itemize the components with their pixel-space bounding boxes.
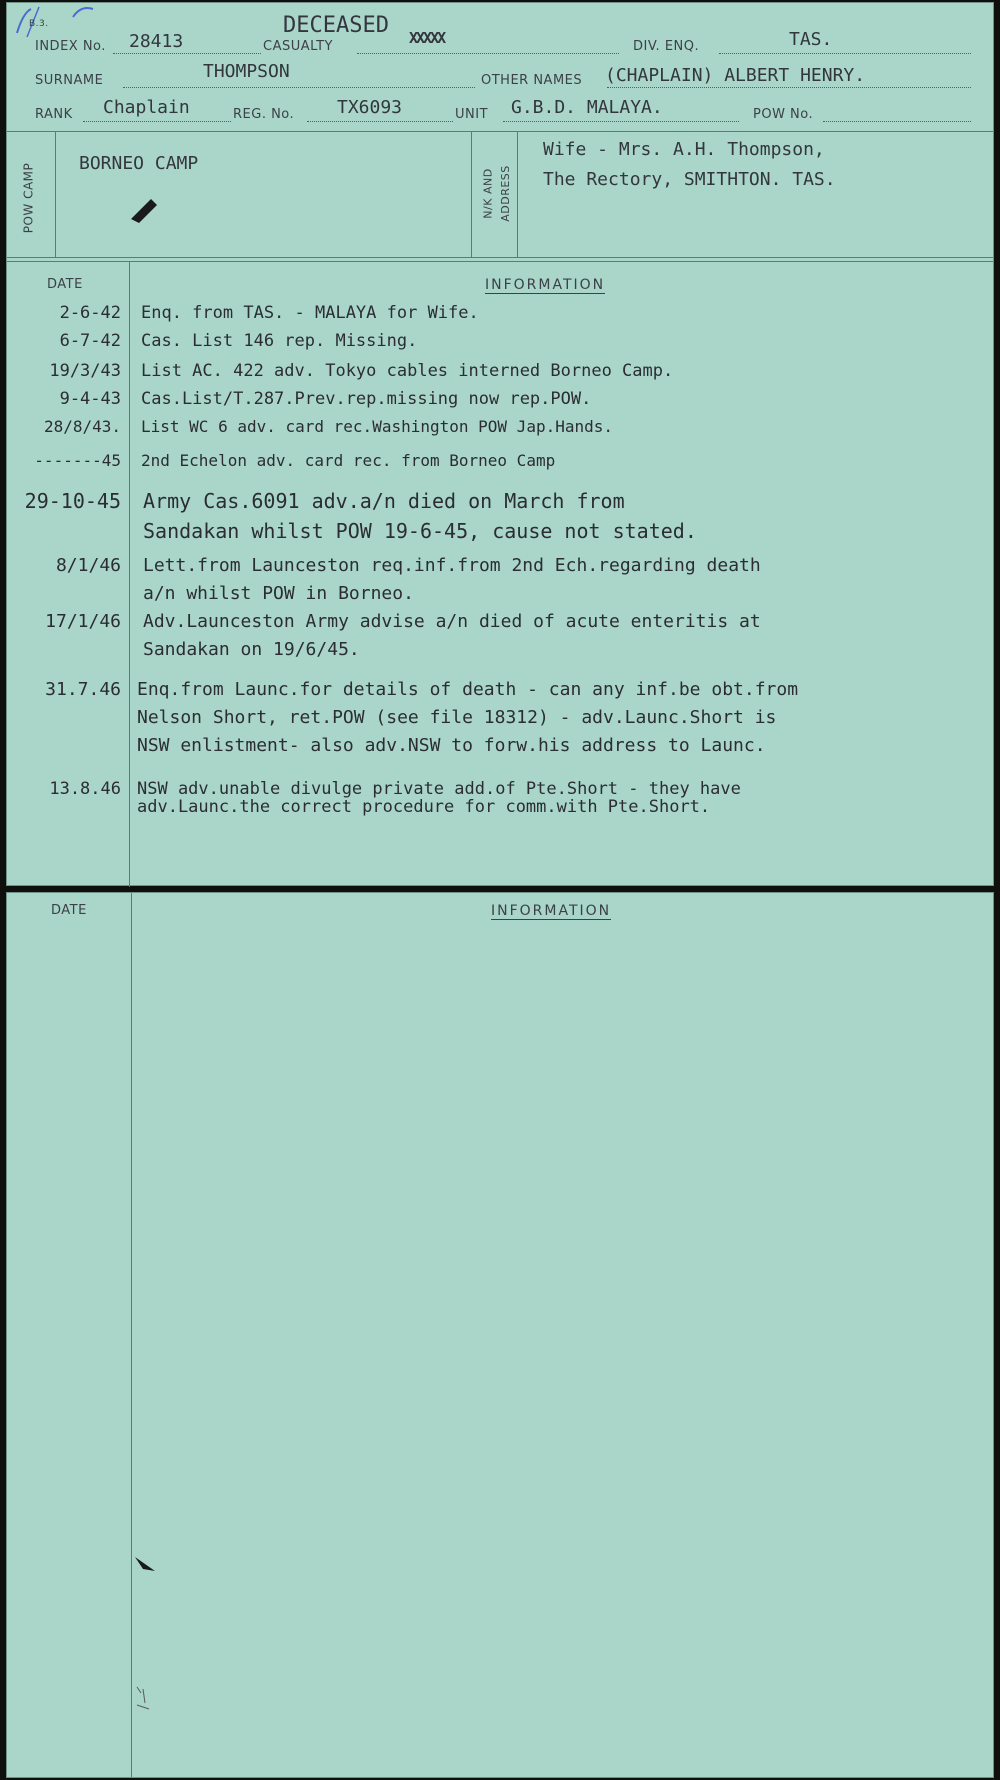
entry-text-line: Enq.from Launc.for details of death - can any inf.be obt.from [137,679,799,700]
entry-text-line: Enq. from TAS. - MALAYA for Wife. [141,303,479,323]
entry-text-line: Cas. List 146 rep. Missing. [141,331,418,351]
other-names-label: OTHER NAMES [481,73,583,88]
pow-no-label: POW No. [753,107,814,122]
nk-address-line1: Wife - Mrs. A.H. Thompson, [543,139,825,160]
date-header-back: DATE [51,903,87,918]
entry-text-line: List AC. 422 adv. Tokyo cables interned Borneo Camp. [141,361,674,381]
entry-text-line: 2nd Echelon adv. card rec. from Borneo Camp [141,451,556,470]
date-column-divider-back [131,893,132,1777]
unit-dotline [503,121,739,122]
reg-value: TX6093 [337,97,403,118]
entry-date: -------45 [34,451,121,470]
entry-text-line: NSW enlistment- also adv.NSW to forw.his address to Launc. [137,735,766,756]
nk-label-line1: N/K AND [481,168,495,219]
div-enq-value: TAS. [789,29,833,50]
entry-text-line: NSW adv.unable divulge private add.of Pte.Short - they have [137,779,741,799]
entry-text-line: Cas.List/T.287.Prev.rep.missing now rep.POW. [141,389,592,409]
ink-tick-mark [133,1553,163,1577]
entry-text-line: Lett.from Launceston req.inf.from 2nd Ech.regarding death [143,555,761,576]
entry-text-line: Sandakan on 19/6/45. [143,639,360,660]
entry-text-line: Sandakan whilst POW 19-6-45, cause not stated. [143,519,697,543]
entry-date: 6-7-42 [59,331,121,351]
pen-scribble-mark [9,3,109,43]
index-dotline [113,53,261,54]
box-bottom-rule-2 [7,261,993,262]
casualty-struck-value: XXXXX [409,29,445,47]
unit-value: G.B.D. MALAYA. [511,97,663,118]
index-value: 28413 [129,31,184,52]
info-header: INFORMATION [485,277,606,293]
pow-camp-label: POW CAMP [21,162,36,234]
entry-date: 29-10-45 [24,489,121,513]
reg-dotline [307,121,453,122]
entry-text-line: Nelson Short, ret.POW (see file 18312) - adv.Launc.Short is [137,707,777,728]
entry-text-line: Adv.Launceston Army advise a/n died of acute enteritis at [143,611,761,632]
record-card-back [6,892,994,1778]
pow-no-dotline [823,121,971,122]
entry-date: 28/8/43. [43,417,121,436]
form-code: B.3. [29,19,49,29]
nk-left-divider [471,131,472,257]
other-names-value: (CHAPLAIN) ALBERT HENRY. [605,65,866,86]
entry-date: 17/1/46 [45,611,121,632]
casualty-label: CASUALTY [263,39,333,54]
rank-label: RANK [35,107,73,122]
entry-date: 31.7.46 [45,679,121,700]
unit-label: UNIT [455,107,489,122]
date-header: DATE [47,277,83,292]
nk-label-line2: ADDRESS [498,165,512,222]
ink-blot-mark [125,193,165,227]
entry-text-line: adv.Launc.the correct procedure for comm.with Pte.Short. [137,797,711,817]
record-card-front [6,2,994,886]
casualty-value: DECEASED [283,13,389,38]
box-bottom-rule-1 [7,257,993,258]
entry-text-line: List WC 6 adv. card rec.Washington POW Jap.Hands. [141,417,614,436]
reg-label: REG. No. [233,107,295,122]
box-top-rule [7,131,993,132]
index-label: INDEX No. [35,39,106,54]
date-column-divider [129,261,130,887]
rank-dotline [83,121,231,122]
casualty-dotline [357,53,619,54]
pow-camp-divider [55,131,56,257]
surname-label: SURNAME [35,73,104,88]
entry-date: 13.8.46 [49,779,121,799]
entry-date: 9-4-43 [59,389,121,409]
nk-address-line2: The Rectory, SMITHTON. TAS. [543,169,836,190]
rank-value: Chaplain [103,97,190,118]
nk-right-divider [517,131,518,257]
pow-camp-value: BORNEO CAMP [79,153,199,174]
entry-text-line: a/n whilst POW in Borneo. [143,583,414,604]
entry-date: 8/1/46 [55,555,121,576]
entry-date: 2-6-42 [59,303,121,323]
div-enq-label: DIV. ENQ. [633,39,700,54]
entry-text-line: Army Cas.6091 adv.a/n died on March from [143,489,625,513]
entry-date: 19/3/43 [49,361,121,381]
div-enq-dotline [719,53,971,54]
surname-dotline [123,87,475,88]
other-names-dotline [607,87,971,88]
pencil-scratch-mark [133,1683,163,1713]
surname-value: THOMPSON [203,61,290,82]
info-header-back: INFORMATION [491,903,612,919]
